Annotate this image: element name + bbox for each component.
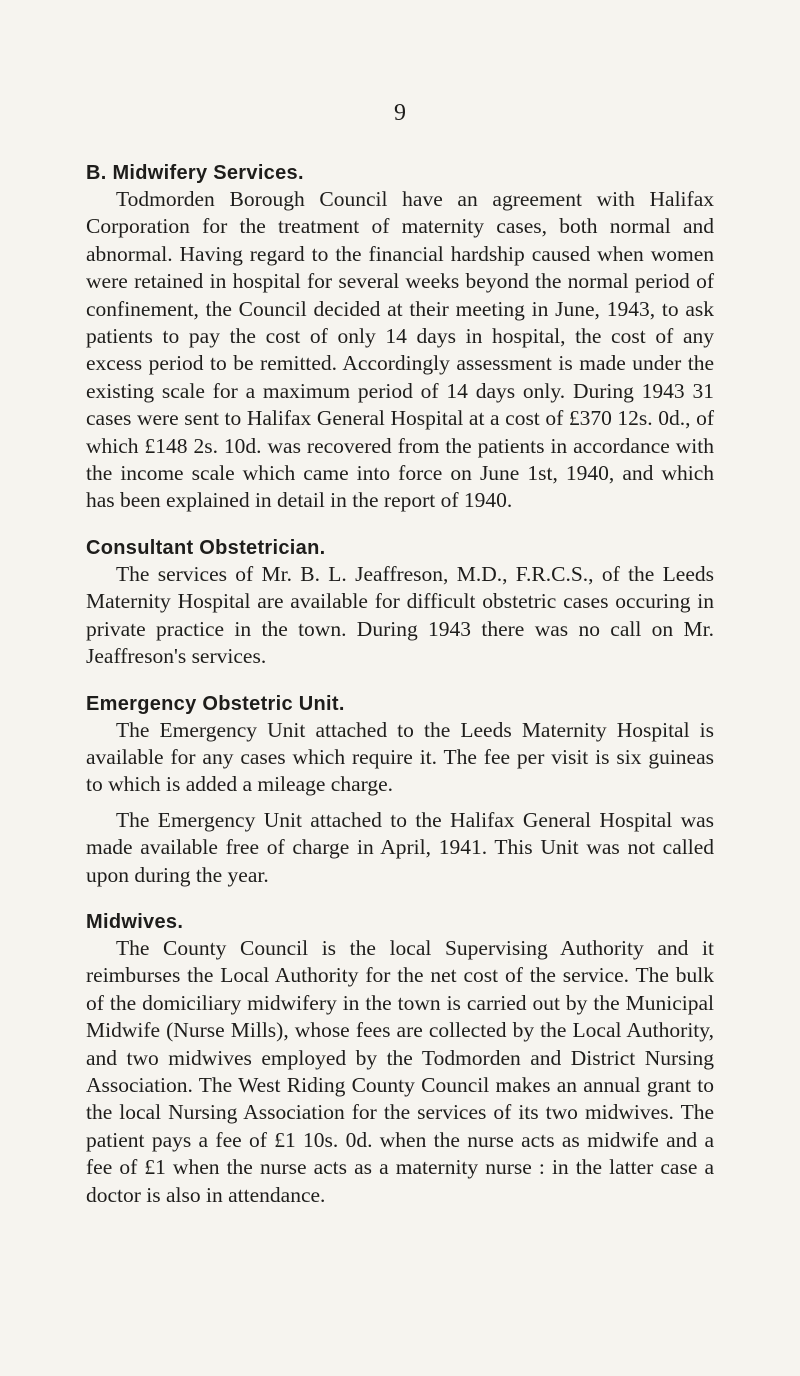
section-heading: B. Midwifery Services. [86,162,304,184]
page-number: 9 [394,100,406,126]
section-paragraph: Todmorden Borough Council have an agreement with Halifax Corporation for the treatment of maternity cases, both normal and abnormal. Having regard to the financial hardship caused when women were retained in hospital for several weeks beyond the normal period of confinement, the Council decided at their meeting in June, 1943, to ask patients to pay the cost of only 14 days in hospital, the cost of any excess period to be remitted. Accordingly assessment is made under the existing scale for a maximum period of 14 days only. During 1943 31 cases were sent to Halifax General Hospital at a cost of £370 12s. 0d., of which £148 2s. 10d. was recovered from the patients in accordance with the income scale which came into force on June 1st, 1940, and which has been explained in detail in the report of 1940. [86,187,714,513]
section-heading: Emergency Obstetric Unit. [86,692,345,715]
section-consultant-obstetrician [86,535,714,671]
section-midwifery-services [86,160,714,515]
section-heading: Consultant Obstetrician. [86,536,326,559]
page-content [86,160,714,1229]
section-paragraph: The Emergency Unit attached to the Halifax General Hospital was made available free of charge in April, 1941. This Unit was not called upon during the year. [86,807,714,887]
section-emergency-obstetric-unit [86,691,714,889]
section-heading: Midwives. [86,910,184,933]
section-paragraph: The County Council is the local Supervising Authority and it reimburses the Local Authority for the net cost of the service. The bulk of the domiciliary midwifery in the town is carried out by the Municipal Midwife (Nurse Mills), whose fees are collected by the Local Authority, and two midwives employed by the Todmorden and District Nursing Association. The West Riding County Council makes an annual grant to the local Nursing Association for the services of its two midwives. The patient pays a fee of £1 10s. 0d. when the nurse acts as midwife and a fee of £1 when the nurse acts as a maternity nurse : in the latter case a doctor is also in attendance. [86,935,714,1207]
section-midwives [86,909,714,1209]
section-paragraph: The services of Mr. B. L. Jeaffreson, M.D., F.R.C.S., of the Leeds Maternity Hospital are available for difficult obstetric cases occuring in private practice in the town. During 1943 there was no call on Mr. Jeaffreson's services. [86,561,714,669]
section-paragraph: The Emergency Unit attached to the Leeds Maternity Hospital is available for any cases which require it. The fee per visit is six guineas to which is added a mileage charge. [86,717,714,797]
